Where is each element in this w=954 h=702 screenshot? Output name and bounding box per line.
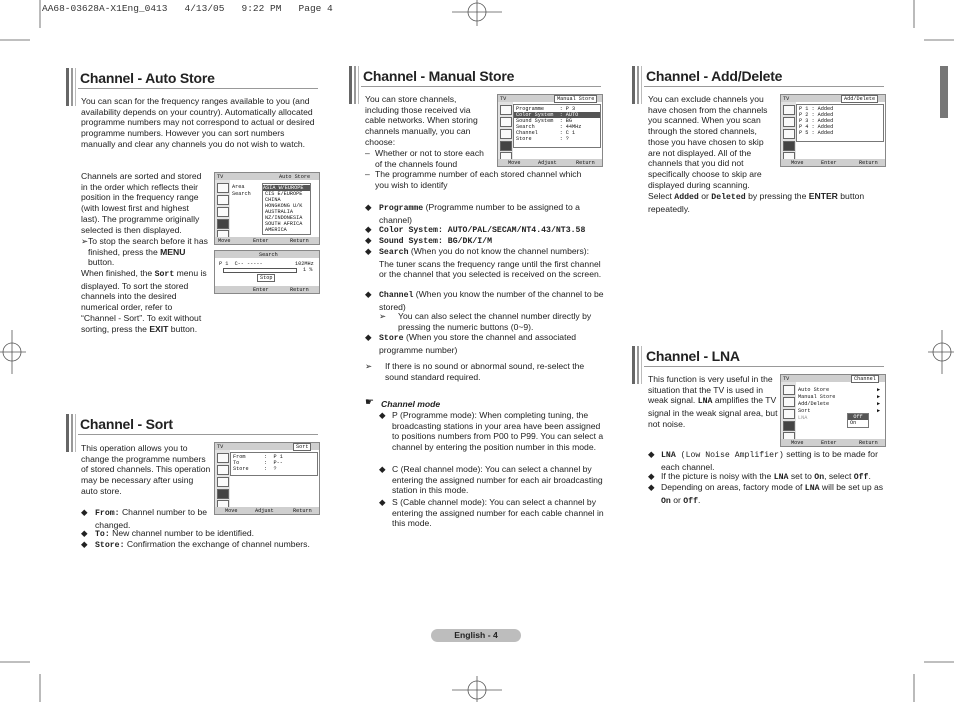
add-delete-instructions: Select Added or Deleted by pressing the ENTER button repeatedly. bbox=[648, 191, 865, 214]
manual-bullet-sound: ◆ Sound System: BG/DK/I/M bbox=[365, 235, 493, 246]
manual-bullet-programme: ◆ Programme (Programme number to be assigned to a channel) bbox=[365, 202, 580, 225]
auto-store-finish-text: When finished, the Sort menu is displayed. To sort the stored channels into the desired numerical order, refer to “Channel - Sort”. To exit without sorting, press the EXIT button. bbox=[81, 268, 207, 334]
sort-bullet-to: ◆ To: New channel number to be identified. bbox=[81, 528, 255, 539]
channel-mode-s: ◆ S (Cable channel mode): You can select a channel by entering the assigned number for each cable channel in this mode. bbox=[379, 497, 604, 529]
manual-store-title: Channel - Manual Store bbox=[363, 68, 515, 84]
manual-store-dash-2: – The programme number of each stored channel which you wish to identify bbox=[365, 169, 582, 190]
add-delete-title: Channel - Add/Delete bbox=[646, 68, 783, 84]
lna-bullet-factory: ◆ Depending on areas, factory mode of LNA will be set up as On or Off. bbox=[648, 482, 884, 506]
manual-store-intro: You can store channels, including those received via cable networks. When storing channels manually, you can choose: bbox=[365, 94, 478, 147]
sort-bullet-store: ◆ Store: Confirmation the exchange of channel numbers. bbox=[81, 539, 310, 550]
search-progress-screen: Search P 1 C-- ----- 102MHz 1 % Stop Enter Return bbox=[214, 250, 320, 294]
add-delete-intro: You can exclude channels you have chosen from the channels you scanned. When you scan through the stored channels, those you have chosen to skip are not displayed. All of the channels that you did not specifically choose to skip are displayed during scanning. bbox=[648, 94, 768, 190]
sort-bullet-from: ◆ From: Channel number to be changed. bbox=[81, 507, 208, 530]
channel-mode-heading: ☛ Channel mode bbox=[365, 397, 441, 409]
manual-store-menu-screen: TV Manual Store Programme : P 3 Color System : AUTO Sound System : BG Search : 44MHz Channel : C 1 Store : ? Move Adjust Return bbox=[497, 94, 603, 167]
lna-bullet-setting: ◆ LNA (Low Noise Amplifier) setting is to be made for each channel. bbox=[648, 449, 878, 472]
auto-store-order-text: Channels are sorted and stored in the order which reflects their position in the frequency range (with lowest first and highest last). The programme originally selected is then displayed. bbox=[81, 171, 202, 235]
manual-note-numeric: ➢ You can also select the channel number directly by pressing the numeric buttons (0~9). bbox=[379, 311, 592, 332]
picture-icon bbox=[217, 195, 229, 205]
lna-bullet-noisy: ◆ If the picture is noisy with the LNA set to On, select Off. bbox=[648, 471, 871, 482]
channel-mode-p: ◆ P (Programme mode): When completing tuning, the broadcasting stations in your area have been assigned to positions numbers from P00 to P99. You can select a channel by entering the position number in this mode. bbox=[379, 410, 604, 453]
manual-bullet-color: ◆ Color System: AUTO/PAL/SECAM/NT4.43/NT3.58 bbox=[365, 224, 586, 235]
manual-store-dash-1: – Whether or not to store each of the channels found bbox=[365, 148, 484, 169]
manual-note-sound: ➢ If there is no sound or abnormal sound, re-select the sound standard required. bbox=[365, 361, 585, 382]
add-delete-menu-screen: TV Add/Delete P 1 : Added P 2 : Added P 3 : Added P 4 : Added P 5 : Added Move Enter Return bbox=[780, 94, 886, 167]
sort-title: Channel - Sort bbox=[80, 416, 173, 432]
lna-menu-screen: TV Channel Auto Store Manual Store Add/Delete Sort LNA ▶ ▶ ▶ ▶ Off On Move Enter Return bbox=[780, 374, 886, 447]
sort-intro: This operation allows you to change the programme numbers of stored channels. This operation may be necessary after using auto store. bbox=[81, 443, 211, 496]
auto-store-intro: You can scan for the frequency ranges available to you (and availability depends on your country). Automatically allocated programme numbers may not correspond to actual or desired programme numbers. However you can sort numbers manually and clear any channels you do not wish to watch. bbox=[81, 96, 315, 149]
print-header: AA68-03628A-X1Eng_0413 4/13/05 9:22 PM Page 4 bbox=[42, 3, 333, 14]
manual-bullet-store: ◆ Store (When you store the channel and associated programme number) bbox=[365, 332, 577, 355]
auto-store-menu-screen: TV Auto Store Area Search ASIA W/EUROPE CIS E/EUROPE CHINA HONGKONG U/K AUSTRALIA NZ/INDONESIA SOUTH AFRICA AMERICA Move Enter Return bbox=[214, 172, 320, 245]
auto-store-title: Channel - Auto Store bbox=[80, 70, 215, 86]
antenna-icon bbox=[217, 183, 229, 193]
sound-icon bbox=[217, 207, 229, 217]
search-progress-bar bbox=[223, 268, 297, 273]
sort-menu-screen: TV Sort From : P 1 To : P-- Store : ? Move Adjust Return bbox=[214, 442, 320, 515]
pointing-hand-icon: ☛ bbox=[365, 397, 374, 408]
manual-bullet-channel: ◆ Channel (When you know the number of the channel to be stored) bbox=[365, 289, 604, 312]
channel-mode-c: ◆ C (Real channel mode): You can select a channel by entering the assigned number for each air broadcasting station in this mode. bbox=[379, 464, 603, 496]
page-number: English - 4 bbox=[431, 629, 521, 642]
lna-title: Channel - LNA bbox=[646, 348, 740, 364]
auto-store-stop-note: ➢ To stop the search before it has finished, press the MENU button. bbox=[81, 236, 208, 268]
lna-intro: This function is very useful in the situation that the TV is used in weak signal. LNA amplifies the TV signal in the weak signal area, but not noise. bbox=[648, 374, 778, 429]
channel-icon bbox=[217, 219, 229, 229]
manual-bullet-search: ◆ Search (When you do not know the channel numbers): The tuner scans the frequency range until the first channel or the channel that you selected is received on the screen. bbox=[365, 246, 602, 280]
